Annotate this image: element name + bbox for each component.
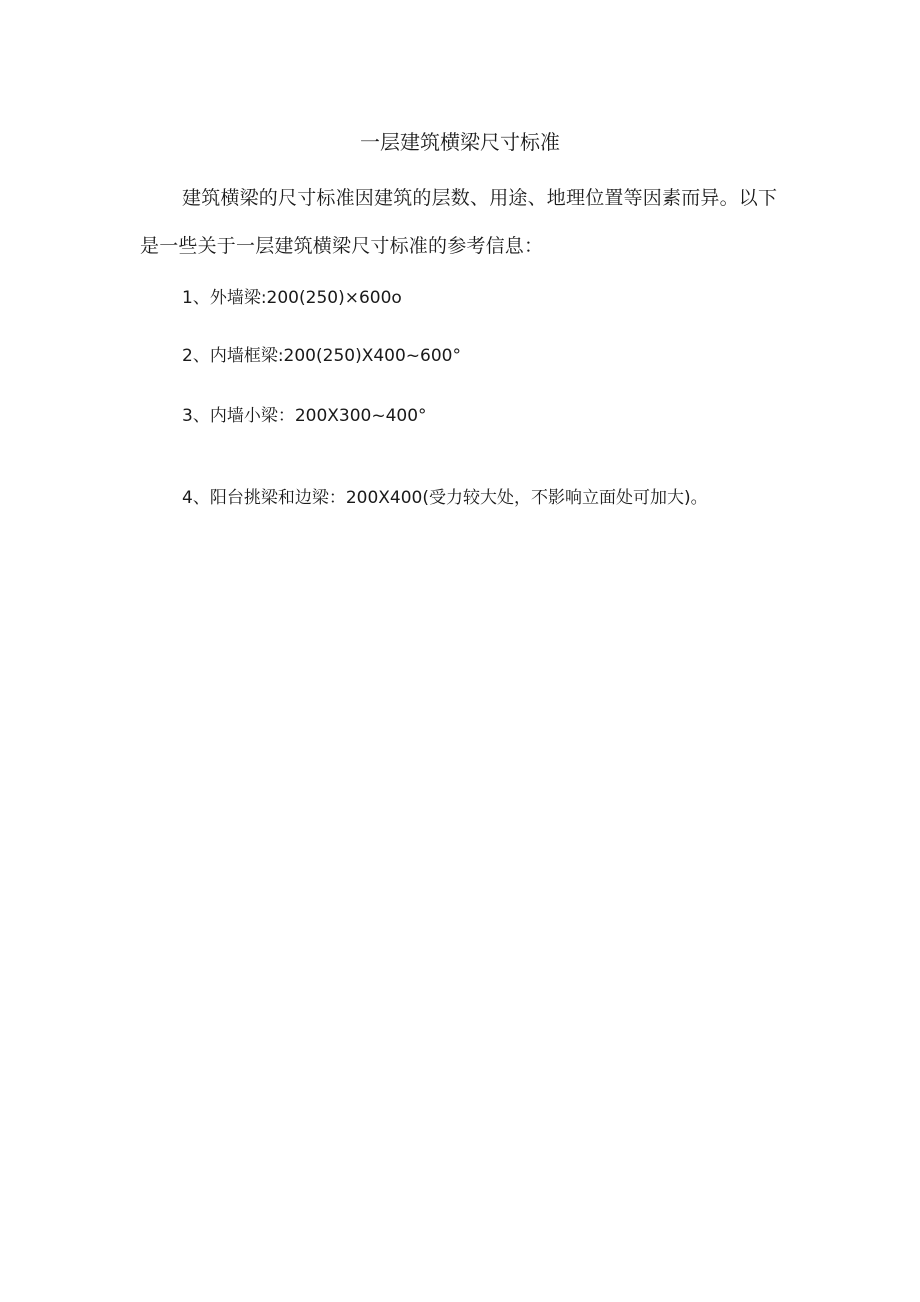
- list-item: 4、阳台挑梁和边梁：200X400(受力较大处，不影响立面处可加大)。: [182, 488, 708, 508]
- list-item: 3、内墙小梁：200X300~400°: [182, 406, 427, 426]
- list-item: 2、内墙框梁:200(250)X400~600°: [182, 346, 461, 366]
- intro-paragraph: 建筑横梁的尺寸标准因建筑的层数、用途、地理位置等因素而异。以下是一些关于一层建筑横梁尺寸标准的参考信息：: [140, 187, 778, 257]
- list-item: 1、外墙梁:200(250)×600o: [182, 288, 402, 308]
- document-title: 一层建筑横梁尺寸标准: [360, 130, 560, 154]
